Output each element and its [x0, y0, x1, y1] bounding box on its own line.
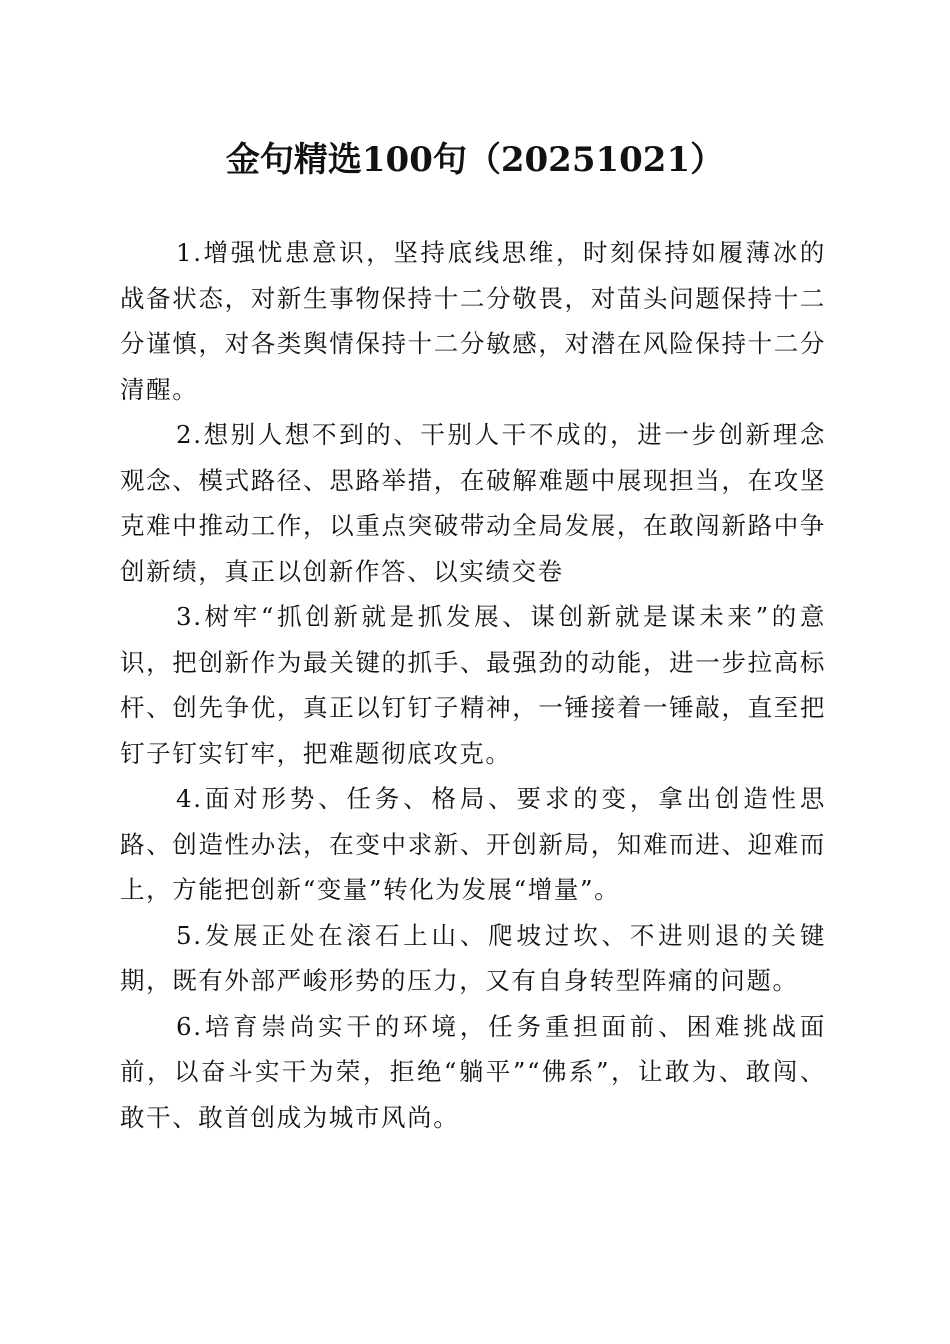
paragraph-5: 5.发展正处在滚石上山、爬坡过坎、不进则退的关键期，既有外部严峻形势的压力，又有自身转型阵痛的问题。: [120, 920, 826, 995]
paragraph-2: 2.想别人想不到的、干别人干不成的，进一步创新理念观念、模式路径、思路举措，在破解难题中展现担当，在攻坚克难中推动工作，以重点突破带动全局发展，在敢闯新路中争创新绩，真正以创新作答、以实绩交卷: [120, 420, 826, 586]
paragraph-4: 4.面对形势、任务、格局、要求的变，拿出创造性思路、创造性办法，在变中求新、开创新局，知难而进、迎难而上，方能把创新“变量”转化为发展“增量”。: [120, 784, 826, 904]
paragraph-6: 6.培育崇尚实干的环境，任务重担面前、困难挑战面前，以奋斗实干为荣，拒绝“躺平”“佛系”，让敢为、敢闯、敢干、敢首创成为城市风尚。: [120, 1011, 826, 1132]
paragraph-1: 1.增强忧患意识，坚持底线思维，时刻保持如履薄冰的战备状态，对新生事物保持十二分敬畏，对苗头问题保持十二分谨慎，对各类舆情保持十二分敏感，对潜在风险保持十二分清醒。: [120, 238, 826, 404]
document-title: 金句精选100句（20251021）: [225, 140, 725, 180]
document-body: [120, 230, 826, 1140]
paragraph-3: 3.树牢“抓创新就是抓发展、谋创新就是谋未来”的意识，把创新作为最关键的抓手、最强劲的动能，进一步拉高标杆、创先争优，真正以钉钉子精神，一锤接着一锤敲，直至把钉子钉实钉牢，把难题彻底攻克。: [120, 602, 826, 768]
